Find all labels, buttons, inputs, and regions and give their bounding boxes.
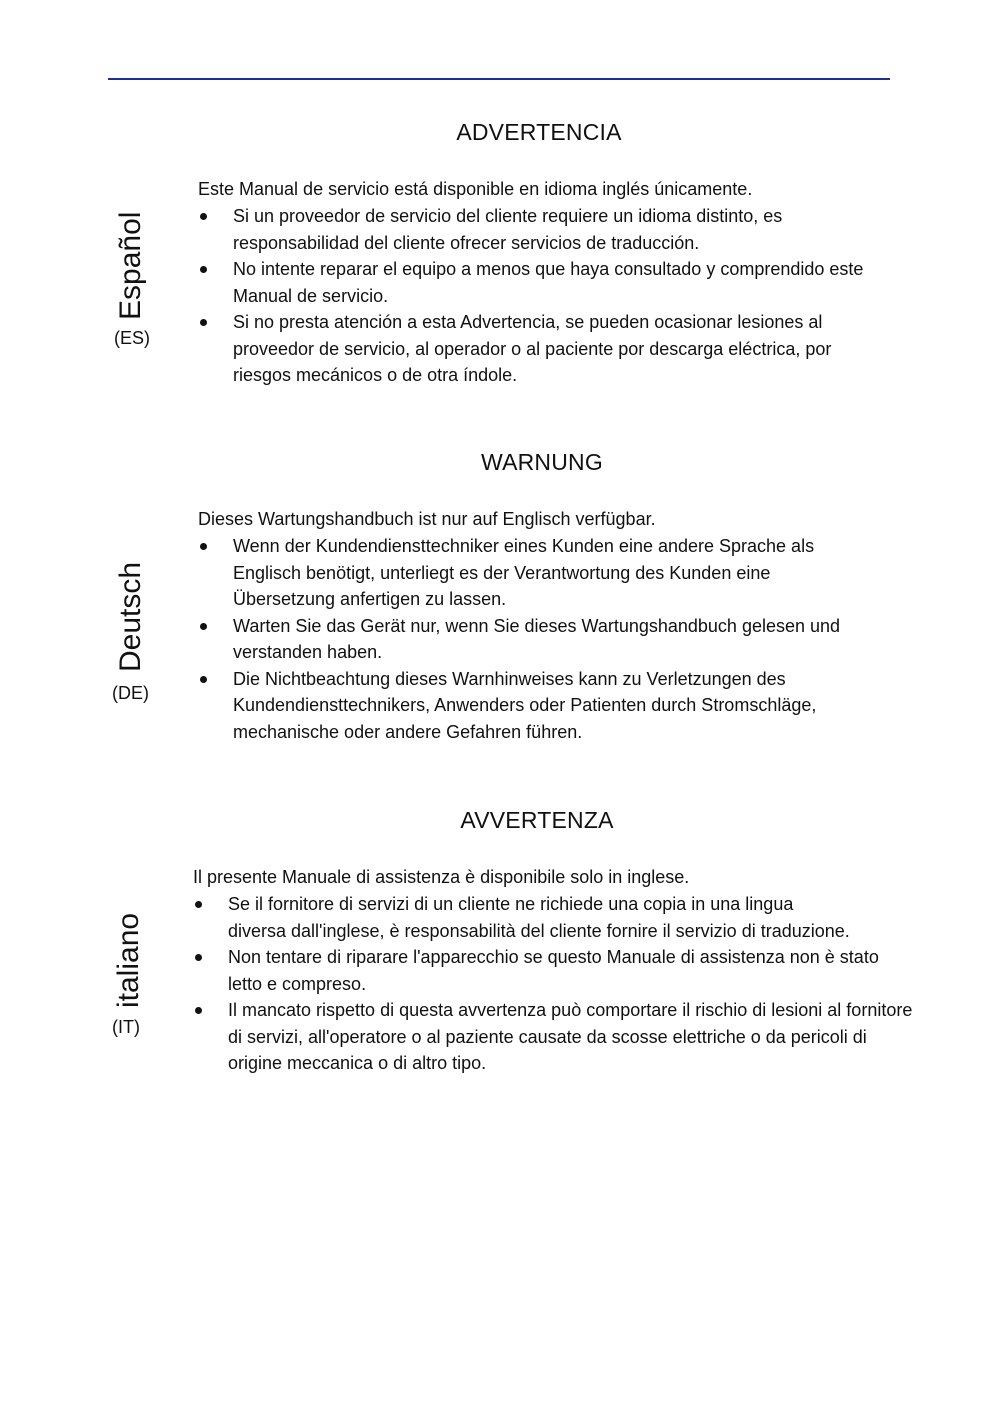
language-label: Español bbox=[114, 211, 147, 320]
list-item: No intente reparar el equipo a menos que haya consultado y comprendido este Manual de servicio. bbox=[197, 256, 887, 309]
intro-text: Este Manual de servicio está disponible en idioma inglés únicamente. bbox=[198, 179, 753, 199]
list-item: Il mancato rispetto di questa avvertenza può comportare il rischio di lesioni al fornitore di servizi, all'operatore o al paziente causate da scosse elettriche o da pericoli di origine meccanica o di altro tipo. bbox=[192, 997, 913, 1077]
list-item: Si no presta atención a esta Advertencia, se pueden ocasionar lesiones al proveedor de servicio, al operador o al paciente por descarga eléctrica, por riesgos mecánicos o de otra índole. bbox=[197, 309, 873, 389]
bullet-list bbox=[197, 533, 842, 745]
warning-title: AVVERTENZA bbox=[460, 807, 614, 833]
list-item: Die Nichtbeachtung dieses Warnhinweises kann zu Verletzungen des Kundendiensttechnikers, Anwenders oder Patienten durch Stromschläge, mechanische oder andere Gefahren führen. bbox=[197, 666, 923, 746]
list-item: Wenn der Kundendiensttechniker eines Kunden eine andere Sprache als Englisch benötigt, unterliegt es der Verantwortung des Kunden eine Übersetzung anfertigen zu lassen. bbox=[197, 533, 842, 613]
warning-title: ADVERTENCIA bbox=[456, 119, 622, 145]
header-rule bbox=[108, 78, 890, 80]
list-item: Se il fornitore di servizi di un cliente ne richiede una copia in una lingua diversa dall'inglese, è responsabilità del cliente fornire il servizio di traduzione. bbox=[192, 891, 852, 944]
list-item: Non tentare di riparare l'apparecchio se questo Manuale di assistenza non è stato letto e compreso. bbox=[192, 944, 908, 997]
intro-text: Dieses Wartungshandbuch ist nur auf Englisch verfügbar. bbox=[198, 509, 656, 529]
language-code: (ES) bbox=[114, 328, 150, 348]
language-code: (IT) bbox=[112, 1017, 140, 1037]
list-item: Warten Sie das Gerät nur, wenn Sie dieses Wartungshandbuch gelesen und verstanden haben. bbox=[197, 613, 842, 666]
warning-title: WARNUNG bbox=[481, 449, 603, 475]
language-code: (DE) bbox=[112, 683, 149, 703]
list-item: Si un proveedor de servicio del cliente requiere un idioma distinto, es responsabilidad del cliente ofrecer servicios de traducción. bbox=[197, 203, 887, 256]
intro-text: Il presente Manuale di assistenza è disponibile solo in inglese. bbox=[193, 867, 690, 887]
language-label: Deutsch bbox=[114, 561, 147, 672]
language-label: italiano bbox=[112, 912, 145, 1008]
bullet-list bbox=[197, 203, 887, 389]
bullet-list bbox=[192, 891, 913, 1077]
